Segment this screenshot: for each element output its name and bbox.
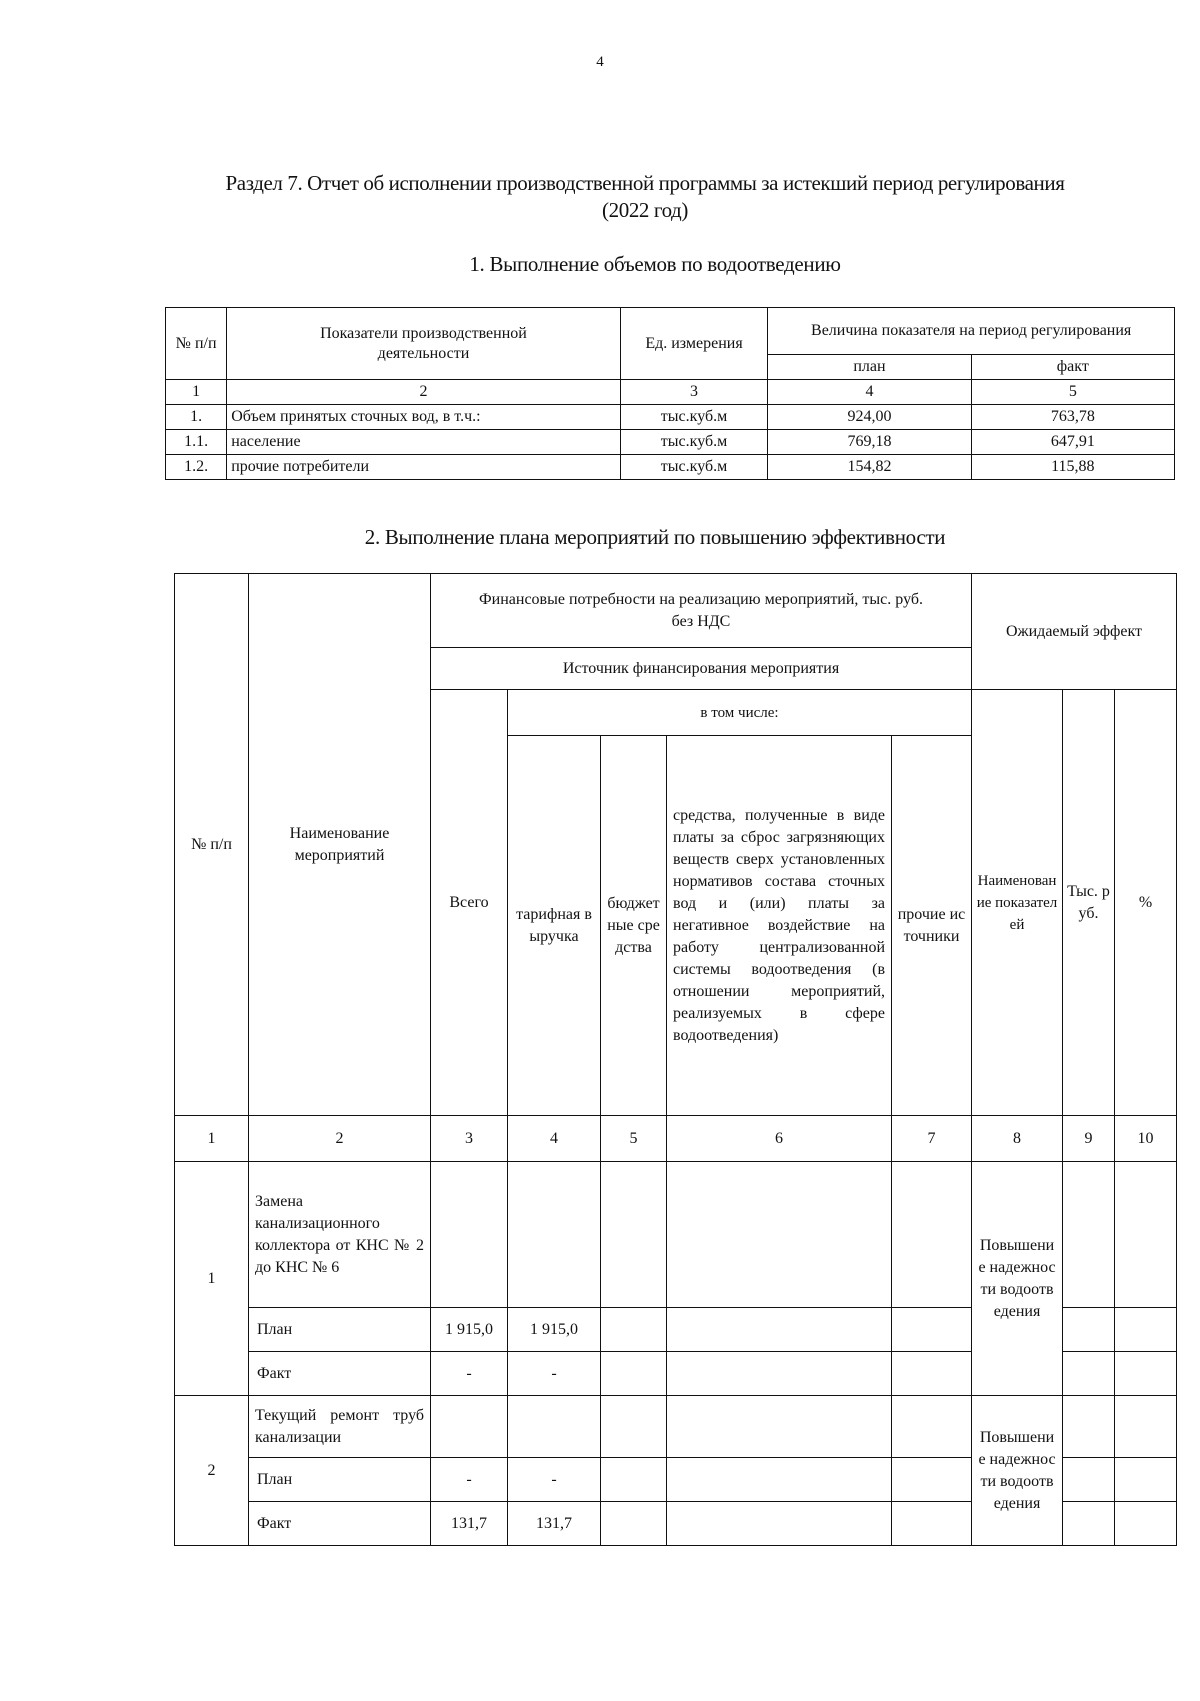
section-title — [150, 170, 1140, 224]
table1-column-numbers — [166, 380, 1175, 405]
fact-label: Факт — [249, 1352, 431, 1396]
header-fact: факт — [971, 355, 1174, 380]
row-unit: тыс.куб.м — [620, 405, 768, 430]
row-unit: тыс.куб.м — [620, 430, 768, 455]
measure-num: 1 — [175, 1162, 249, 1396]
col-number: 7 — [892, 1116, 972, 1162]
fact-tariff: - — [508, 1352, 601, 1396]
subtitle-efficiency-plan: 2. Выполнение плана мероприятий по повышению эффективности — [364, 525, 946, 549]
col-number: 1 — [166, 380, 227, 405]
header-total: Всего — [431, 690, 508, 1116]
row-plan: 769,18 — [768, 430, 971, 455]
header-num: № п/п — [175, 574, 249, 1116]
row-name: Объем принятых сточных вод, в т.ч.: — [227, 405, 621, 430]
table-row — [166, 455, 1175, 480]
plan-tariff: - — [508, 1458, 601, 1502]
header-value: Величина показателя на период регулирования — [768, 308, 1175, 355]
row-plan: 154,82 — [768, 455, 971, 480]
col-number: 9 — [1063, 1116, 1115, 1162]
measure-title: Замена канализационного коллектора от КНС № 2 до КНС № 6 — [249, 1162, 431, 1308]
header-num: № п/п — [166, 308, 227, 380]
measure-2-title-row — [175, 1396, 1177, 1458]
plan-total: - — [431, 1458, 508, 1502]
plan-tariff: 1 915,0 — [508, 1308, 601, 1352]
header-tariff: тарифная выручка — [508, 736, 601, 1116]
row-num: 1. — [166, 405, 227, 430]
measure-1-title-row — [175, 1162, 1177, 1308]
plan-total: 1 915,0 — [431, 1308, 508, 1352]
row-unit: тыс.куб.м — [620, 455, 768, 480]
row-num: 1.2. — [166, 455, 227, 480]
efficiency-measures-table — [174, 573, 1177, 1546]
table2-header-row-1 — [175, 574, 1177, 648]
measure-title: Текущий ремонт труб канализации — [249, 1396, 431, 1458]
header-unit: Ед. измерения — [620, 308, 768, 380]
row-plan: 924,00 — [768, 405, 971, 430]
header-other: прочие источники — [892, 736, 972, 1116]
header-plan: план — [768, 355, 971, 380]
col-number: 4 — [768, 380, 971, 405]
col-number: 2 — [227, 380, 621, 405]
header-indicator: Показатели производственной деятельности — [227, 308, 621, 380]
col-number: 4 — [508, 1116, 601, 1162]
header-effect-name: Наименование показателей — [972, 690, 1063, 1116]
col-number: 3 — [620, 380, 768, 405]
col-number: 10 — [1115, 1116, 1177, 1162]
plan-label: План — [249, 1458, 431, 1502]
table-row — [166, 405, 1175, 430]
plan-label: План — [249, 1308, 431, 1352]
fact-total: 131,7 — [431, 1502, 508, 1546]
header-including: в том числе: — [508, 690, 972, 736]
section-title-line1: Раздел 7. Отчет об исполнении производственной программы за истекший период регулирования — [225, 171, 1065, 195]
row-fact: 763,78 — [971, 405, 1174, 430]
header-fees: средства, полученные в виде платы за сброс загрязняющих веществ сверх установленных нормативов состава сточных вод и (или) платы за негативное воздействие на работу централизованной системы водоотведения (в отношении мероприятий, реализуемых в сфере водоотведения) — [667, 736, 892, 1116]
table2-column-numbers — [175, 1116, 1177, 1162]
header-effect-thous: Тыс. руб. — [1063, 690, 1115, 1116]
header-effect-pct: % — [1115, 690, 1177, 1116]
col-number: 5 — [971, 380, 1174, 405]
row-fact: 115,88 — [971, 455, 1174, 480]
header-source: Источник финансирования мероприятия — [431, 648, 972, 690]
table-row — [166, 430, 1175, 455]
col-number: 2 — [249, 1116, 431, 1162]
col-number: 8 — [972, 1116, 1063, 1162]
header-expected-effect: Ожидаемый эффект — [972, 574, 1177, 690]
row-num: 1.1. — [166, 430, 227, 455]
fact-label: Факт — [249, 1502, 431, 1546]
header-fin-needs: Финансовые потребности на реализацию мероприятий, тыс. руб. без НДС — [431, 574, 972, 648]
section-title-line2: (2022 год) — [602, 198, 688, 222]
header-budget: бюджетные средства — [601, 736, 667, 1116]
col-number: 3 — [431, 1116, 508, 1162]
wastewater-volumes-table — [165, 307, 1175, 480]
col-number: 1 — [175, 1116, 249, 1162]
col-number: 6 — [667, 1116, 892, 1162]
measure-num: 2 — [175, 1396, 249, 1546]
row-name: прочие потребители — [227, 455, 621, 480]
header-measure-name: Наименование мероприятий — [249, 574, 431, 1116]
fact-total: - — [431, 1352, 508, 1396]
row-fact: 647,91 — [971, 430, 1174, 455]
fact-tariff: 131,7 — [508, 1502, 601, 1546]
row-name: население — [227, 430, 621, 455]
measure-effect: Повышение надежности водоотведения — [972, 1162, 1063, 1396]
col-number: 5 — [601, 1116, 667, 1162]
table1-header-row — [166, 308, 1175, 355]
subtitle-wastewater-volumes: 1. Выполнение объемов по водоотведению — [469, 252, 841, 276]
measure-effect: Повышение надежности водоотведения — [972, 1396, 1063, 1546]
page-number: 4 — [596, 54, 604, 70]
